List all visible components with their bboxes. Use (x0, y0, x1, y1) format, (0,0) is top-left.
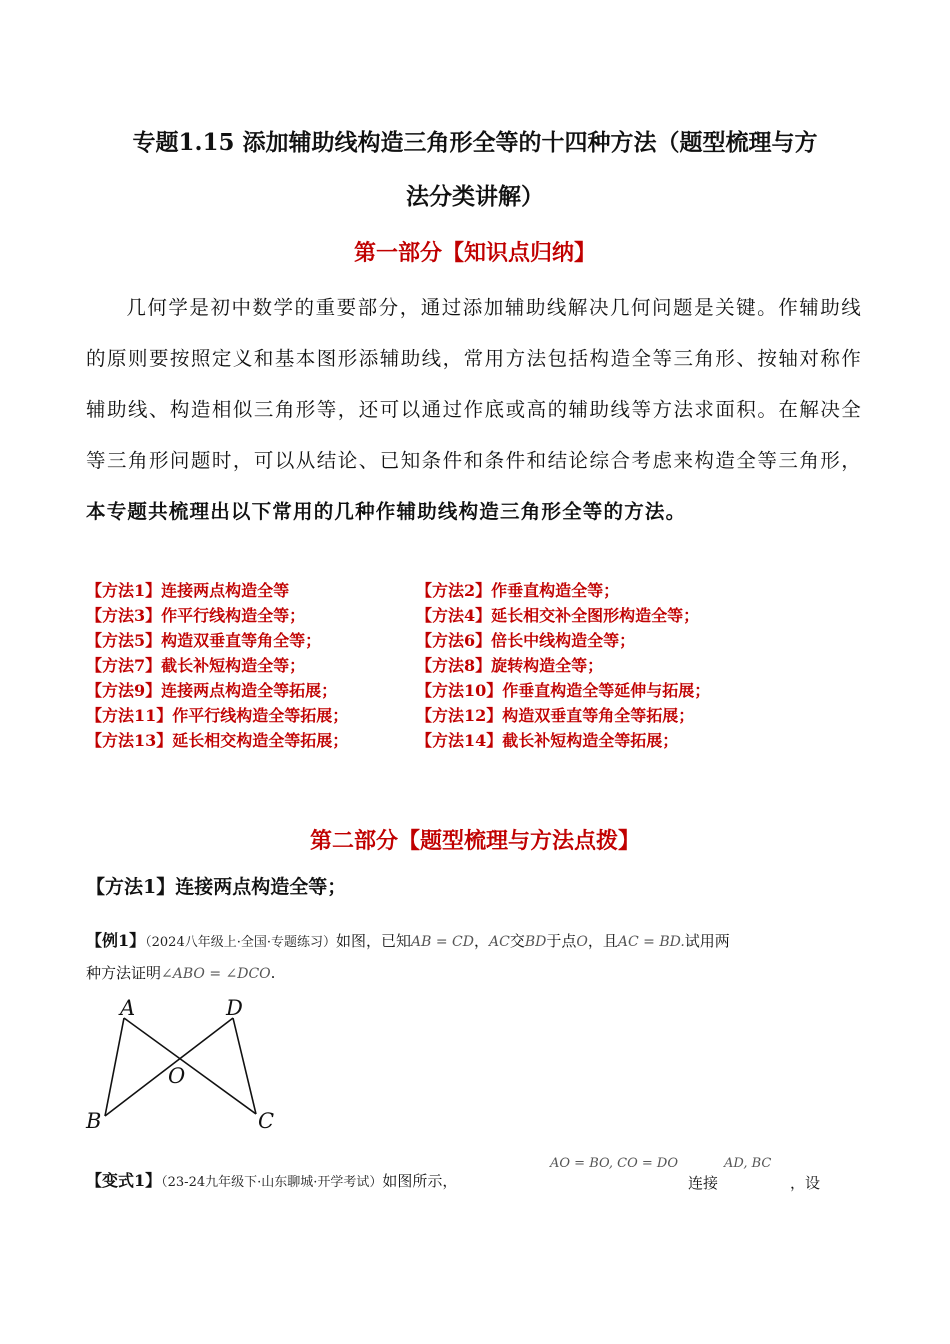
label-a: A (120, 996, 136, 1020)
example-1 (86, 926, 866, 989)
method-item: 【方法7】截长补短构造全等； (86, 656, 306, 675)
example-text: 交 (509, 932, 525, 950)
math-ad-bc: AD, BC (724, 1156, 772, 1171)
example-source: （2024八年级上·全国·专题练习） (145, 935, 336, 950)
method-item: 【方法3】作平行线构造全等； (86, 606, 306, 625)
example-text: 于点 (546, 932, 577, 950)
variant-label: 【变式1】 (86, 1171, 162, 1190)
intro-bold-text: 本专题共梳理出以下常用的几种作辅助线构造三角形全等的方法。 (86, 500, 687, 523)
method-item: 【方法13】延长相交构造全等拓展； (86, 731, 349, 750)
variant-text: 如图所示， (382, 1172, 458, 1190)
method-item: 【方法2】作垂直构造全等； (416, 581, 620, 600)
title-line-2: 法分类讲解） (406, 183, 544, 210)
example-text: 种方法证明 (86, 964, 162, 982)
title-line-1: 专题1.15 添加辅助线构造三角形全等的十四种方法（题型梳理与方 (132, 129, 818, 156)
part-one-heading: 第一部分【知识点归纳】 (353, 240, 596, 266)
label-d: D (226, 996, 243, 1020)
method-item: 【方法12】构造双垂直等角全等拓展； (416, 706, 695, 725)
math-ao-bo: AO = BO, CO = DO (550, 1156, 679, 1171)
method-item: 【方法11】作平行线构造全等拓展； (86, 706, 349, 725)
triangle-figure (80, 990, 290, 1140)
example-text: 如图，已知 (336, 932, 412, 950)
intro-paragraph (86, 282, 862, 537)
variant-text: ，设 (790, 1174, 821, 1192)
label-b: B (86, 1109, 102, 1133)
method-item: 【方法10】作垂直构造全等延伸与拓展； (416, 681, 711, 700)
math-ac: AC (489, 934, 510, 950)
method-1-heading: 【方法1】连接两点构造全等； (86, 876, 347, 898)
variant-text: 连接 (688, 1174, 719, 1192)
variant-1 (86, 1168, 866, 1191)
method-row (86, 703, 876, 728)
label-o: O (168, 1064, 186, 1088)
intro-text: 几何学是初中数学的重要部分，通过添加辅助线解决几何问题是关键。作辅助线的原则要按照定义和基本图形添辅助线，常用方法包括构造全等三角形、按轴对称作辅助线、构造相似三角形等，还可以通过作底或高的辅助线等方法求面积。在解决全等三角形问题时，可以从结论、已知条件和条件和结论综合考虑来构造全等三角形， (86, 296, 862, 472)
label-c: C (258, 1109, 275, 1133)
math-bd: BD (524, 934, 547, 950)
example-text: . (270, 964, 276, 982)
math-o: O (576, 934, 588, 950)
example-text: ，且 (587, 932, 618, 950)
variant-source: （23-24九年级下·山东聊城·开学考试） (161, 1175, 383, 1190)
method-row (86, 628, 876, 653)
method-item: 【方法14】截长补短构造全等拓展； (416, 731, 679, 750)
example-text: 试用两 (684, 932, 730, 950)
segment-ab (105, 1018, 124, 1116)
method-item: 【方法1】连接两点构造全等 (86, 581, 290, 600)
method-row (86, 653, 876, 678)
method-row (86, 678, 876, 703)
method-row (86, 578, 876, 603)
math-ac-bd: AC = BD. (617, 934, 685, 950)
example-text: ， (473, 932, 489, 950)
part-two-heading: 第二部分【题型梳理与方法点拨】 (309, 828, 640, 854)
method-item: 【方法6】倍长中线构造全等； (416, 631, 636, 650)
method-item: 【方法5】构造双垂直等角全等； (86, 631, 322, 650)
method-row (86, 603, 876, 628)
method-item: 【方法8】旋转构造全等； (416, 656, 604, 675)
example-label: 【例1】 (86, 931, 146, 950)
method-row (86, 728, 876, 753)
method-item: 【方法4】延长相交补全图形构造全等； (416, 606, 700, 625)
methods-list (86, 578, 876, 753)
method-item: 【方法9】连接两点构造全等拓展； (86, 681, 338, 700)
math-ab-cd: AB = CD (411, 934, 474, 950)
document-title (85, 116, 865, 224)
math-angles: ∠ABO = ∠DCO (161, 966, 271, 982)
